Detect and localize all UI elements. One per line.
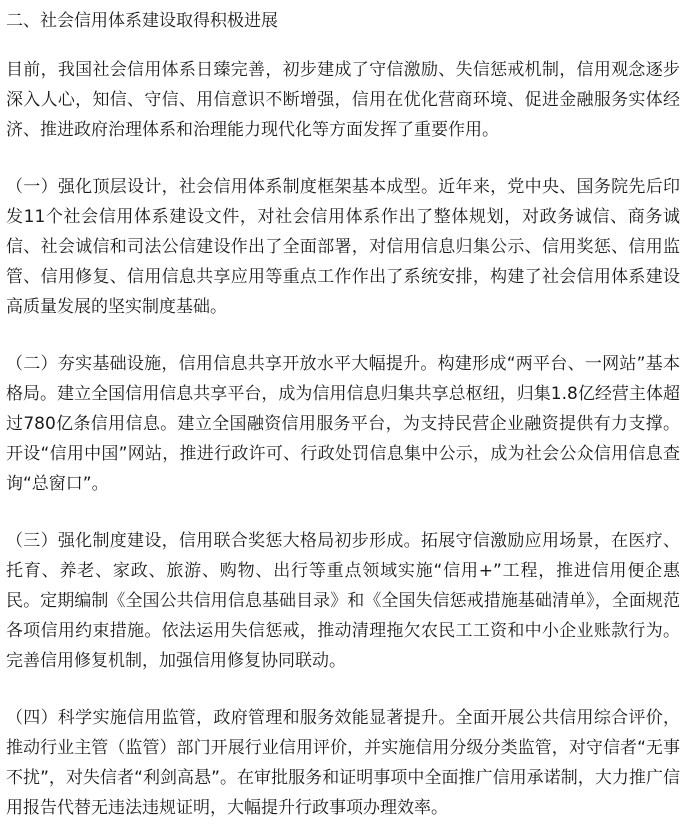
section-heading: 二、社会信用体系建设取得积极进展	[6, 11, 278, 31]
paragraph-two: （二）夯实基础设施，信用信息共享开放水平大幅提升。构建形成“两平台、一网站”基本格局。建立全国信用信息共享平台，成为信用信息归集共享总枢纽，归集1.8亿经营主体超过780亿条信用信息。建立全国融资信用服务平台，为支持民营企业融资提供有力支撑。开设“信用中国”网站，推进行政许可、行政处罚信息集中公示，成为社会公众信用信息查询“总窗口”。	[6, 354, 680, 494]
paragraph-one: （一）强化顶层设计，社会信用体系制度框架基本成型。近年来，党中央、国务院先后印发11个社会信用体系建设文件，对社会信用体系作出了整体规划，对政务诚信、商务诚信、社会诚信和司法公信建设作出了全面部署，对信用信息归集公示、信用奖惩、信用监管、信用修复、信用信息共享应用等重点工作作出了系统安排，构建了社会信用体系建设高质量发展的坚实制度基础。	[6, 177, 680, 317]
paragraph-four: （四）科学实施信用监管，政府管理和服务效能显著提升。全面开展公共信用综合评价，推动行业主管（监管）部门开展行业信用评价，并实施信用分级分类监管，对守信者“无事不扰”，对失信者“利剑高悬”。在审批服务和证明事项中全面推广信用承诺制，大力推广信用报告代替无违法违规证明，大幅提升行政事项办理效率。	[6, 708, 680, 818]
paragraph-three: （三）强化制度建设，信用联合奖惩大格局初步形成。拓展守信激励应用场景，在医疗、托育、养老、家政、旅游、购物、出行等重点领域实施“信用+”工程，推进信用便企惠民。定期编制《全国公共信用信息基础目录》和《全国失信惩戒措施基础清单》，全面规范各项信用约束措施。依法运用失信惩戒，推动清理拖欠农民工工资和中小企业账款行为。完善信用修复机制，加强信用修复协同联动。	[6, 531, 680, 671]
paragraph-intro: 目前，我国社会信用体系日臻完善，初步建成了守信激励、失信惩戒机制，信用观念逐步深入人心，知信、守信、用信意识不断增强，信用在优化营商环境、促进金融服务实体经济、推进政府治理体系和治理能力现代化等方面发挥了重要作用。	[6, 60, 680, 140]
